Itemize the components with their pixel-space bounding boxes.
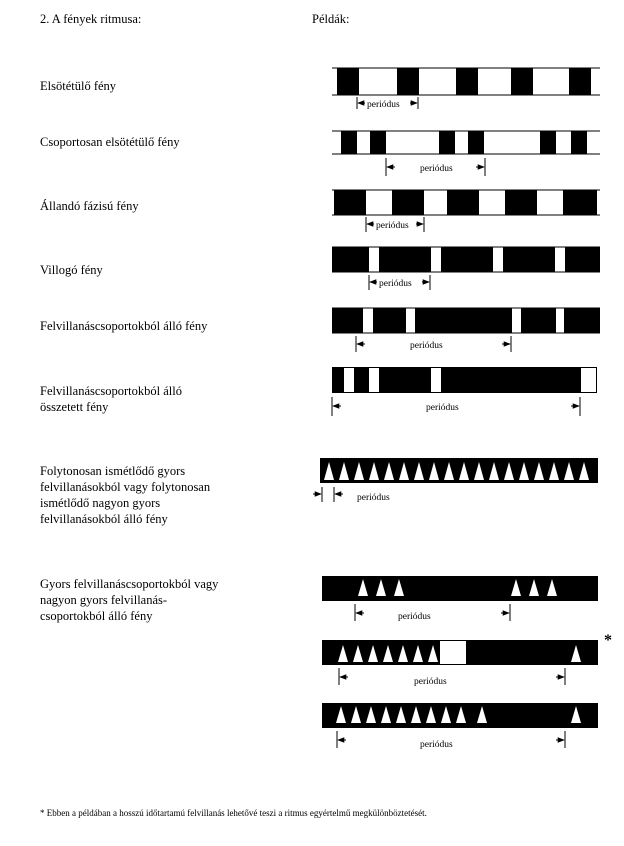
row-label-composite-group-line1: Felvillanáscsoportokból álló bbox=[40, 384, 182, 398]
period-label-occulting: periódus bbox=[367, 100, 400, 110]
asterisk-note-marker: * bbox=[604, 632, 612, 649]
period-label-group-quick-a: periódus bbox=[398, 612, 431, 622]
row-label-quick-line1: Folytonosan ismétlődő gyors bbox=[40, 464, 186, 478]
diagram-quick-flashing bbox=[313, 458, 598, 503]
row-label-quick-line2: felvillanásokból vagy folytonosan bbox=[40, 480, 211, 494]
row-label-group-flashing: Felvillanáscsoportokból álló fény bbox=[40, 319, 208, 333]
diagram-occulting bbox=[332, 68, 600, 110]
diagram-group-quick-a bbox=[322, 576, 598, 622]
row-label-group-quick-line3: csoportokból álló fény bbox=[40, 609, 153, 623]
row-label-group-quick-line2: nagyon gyors felvillanás- bbox=[40, 593, 168, 607]
row-label-quick-line4: felvillanásokból álló fény bbox=[40, 512, 168, 526]
row-label-flashing: Villogó fény bbox=[40, 263, 103, 277]
examples-title: Példák: bbox=[312, 12, 350, 26]
footnote: * Ebben a példában a hosszú időtartamú felvillanás lehetővé teszi a ritmus egyértelmű megkülönböztetését. bbox=[40, 808, 427, 818]
period-label-quick-flashing: periódus bbox=[357, 493, 390, 503]
row-label-isophase: Állandó fázisú fény bbox=[40, 199, 139, 213]
diagram-group-quick-c bbox=[322, 703, 598, 750]
diagram-group-quick-b bbox=[322, 640, 598, 687]
diagram-composite-group-flashing bbox=[332, 367, 597, 416]
diagram-flashing bbox=[332, 247, 600, 290]
period-label-flashing: periódus bbox=[379, 279, 412, 289]
row-label-composite-group-line2: összetett fény bbox=[40, 400, 109, 414]
row-label-occulting: Elsötétülő fény bbox=[40, 79, 117, 93]
period-label-group-flashing: periódus bbox=[410, 341, 443, 351]
diagram-isophase bbox=[332, 190, 600, 232]
diagram-group-flashing bbox=[332, 308, 600, 352]
period-label-isophase: periódus bbox=[376, 221, 409, 231]
row-label-quick-line3: ismétlődő nagyon gyors bbox=[40, 496, 161, 510]
section-title: 2. A fények ritmusa: bbox=[40, 12, 142, 26]
period-label-group-quick-c: periódus bbox=[420, 740, 453, 750]
row-label-group-occulting: Csoportosan elsötétülő fény bbox=[40, 135, 180, 149]
period-label-group-occulting: periódus bbox=[420, 164, 453, 174]
period-label-composite-group-flashing: periódus bbox=[426, 403, 459, 413]
diagram-group-occulting bbox=[332, 131, 600, 176]
row-label-group-quick-line1: Gyors felvillanáscsoportokból vagy bbox=[40, 577, 219, 591]
period-label-group-quick-b: periódus bbox=[414, 677, 447, 687]
